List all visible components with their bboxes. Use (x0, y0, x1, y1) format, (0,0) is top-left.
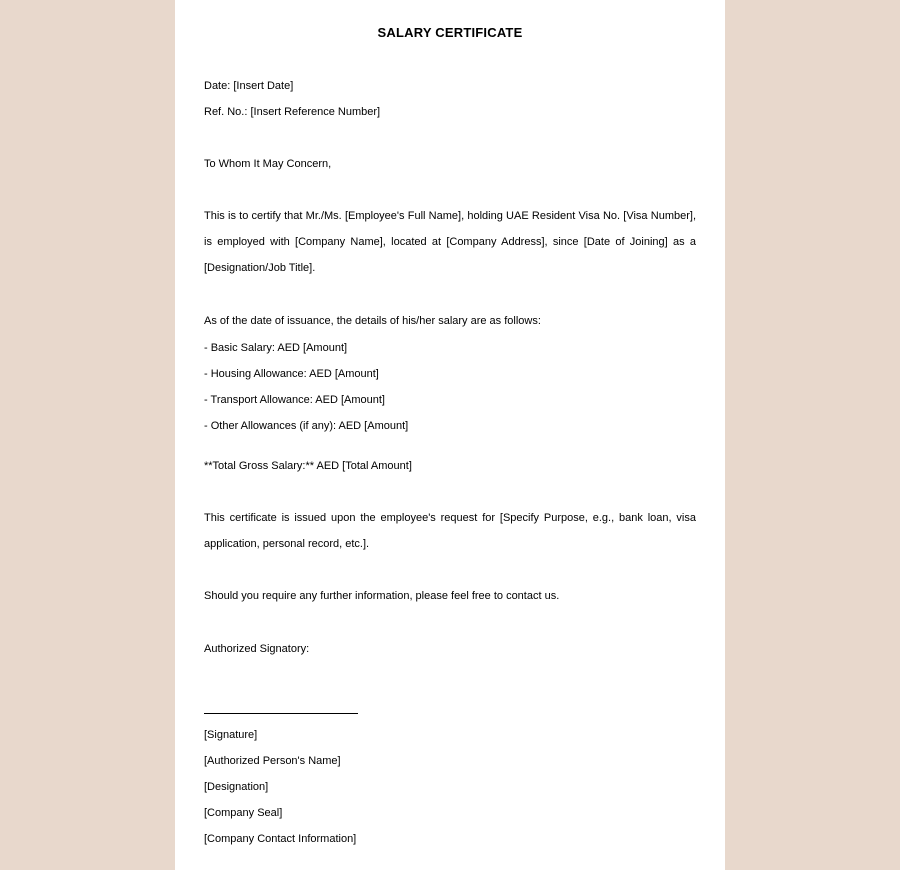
signature-placeholder: [Signature] (204, 729, 258, 741)
document-page (175, 0, 725, 870)
date-line: Date: [Insert Date] (204, 80, 294, 92)
salary-intro: As of the date of issuance, the details of his/her salary are as follows: (204, 315, 541, 327)
signature-line (204, 713, 358, 714)
salary-item-transport: - Transport Allowance: AED [Amount] (204, 394, 385, 406)
authorized-person-name: [Authorized Person's Name] (204, 755, 341, 767)
certify-paragraph: This is to certify that Mr./Ms. [Employee's Full Name], holding UAE Resident Visa No. [Visa Number], is employed with [Company Name], located at [Company Address], since [Date of Joining] as a [Designation/Job Title]. (204, 210, 696, 275)
signatory-label: Authorized Signatory: (204, 643, 310, 655)
salary-item-other: - Other Allowances (if any): AED [Amount] (204, 420, 409, 432)
contact-line: Should you require any further information, please feel free to contact us. (204, 590, 560, 602)
reference-line: Ref. No.: [Insert Reference Number] (204, 106, 381, 118)
company-contact-information: [Company Contact Information] (204, 833, 357, 845)
company-seal: [Company Seal] (204, 807, 283, 819)
total-gross-salary: **Total Gross Salary:** AED [Total Amount] (204, 460, 412, 472)
signatory-designation: [Designation] (204, 781, 269, 793)
salutation: To Whom It May Concern, (204, 158, 332, 170)
document-title: SALARY CERTIFICATE (377, 25, 523, 40)
purpose-paragraph: This certificate is issued upon the employee's request for [Specify Purpose, e.g., bank loan, visa application, personal record, etc.]. (204, 512, 696, 551)
salary-item-housing: - Housing Allowance: AED [Amount] (204, 368, 379, 380)
salary-item-basic: - Basic Salary: AED [Amount] (204, 342, 348, 354)
